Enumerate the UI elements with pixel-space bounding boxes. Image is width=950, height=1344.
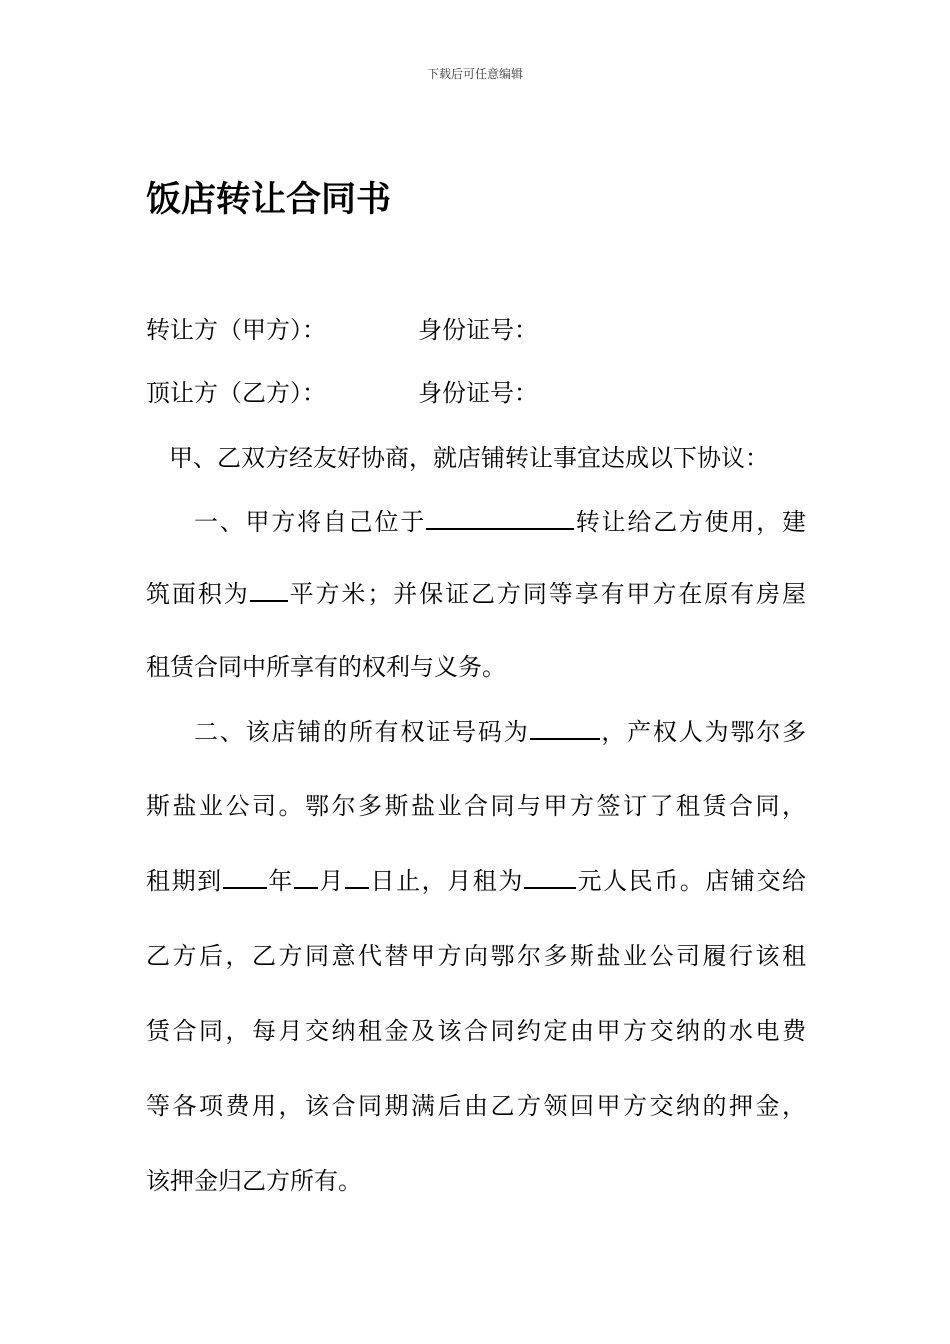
document-title: 饭店转让合同书 bbox=[146, 180, 392, 220]
clause2-line1 bbox=[194, 715, 806, 749]
clause2-line6: 等各项费用，该合同期满后由乙方领回甲方交纳的押金， bbox=[146, 1092, 806, 1120]
clause1-text-b: 转让给乙方使用，建 bbox=[574, 508, 806, 536]
transferee-label: 顶让方（乙方）： bbox=[146, 379, 326, 407]
clause1-line2 bbox=[146, 577, 806, 611]
clause2-text-d: 年 bbox=[266, 867, 294, 895]
clause2-line4: 乙方后，乙方同意代替甲方向鄂尔多斯盐业公司履行该租 bbox=[146, 942, 806, 970]
intro-paragraph: 甲、乙双方经友好协商，就店铺转让事宜达成以下协议： bbox=[169, 444, 769, 472]
clause2-line2: 斯盐业公司。鄂尔多斯盐业合同与甲方签订了租赁合同， bbox=[146, 792, 806, 820]
location-blank bbox=[426, 506, 574, 530]
clause2-text-f: 日止，月租为 bbox=[368, 867, 524, 895]
clause2-text-a: 二、该店铺的所有权证号码为 bbox=[194, 718, 530, 746]
clause1-text-d: 平方米；并保证乙方同等享有甲方在原有房屋 bbox=[287, 580, 807, 608]
clause2-line7: 该押金归乙方所有。 bbox=[146, 1167, 362, 1195]
year-blank bbox=[223, 865, 267, 889]
clause2-line3 bbox=[146, 864, 806, 898]
clause2-line5: 赁合同，每月交纳租金及该合同约定由甲方交纳的水电费 bbox=[146, 1017, 806, 1045]
clause1-text-a: 一、甲方将自己位于 bbox=[194, 508, 426, 536]
transferor-row bbox=[146, 313, 806, 347]
area-blank bbox=[250, 578, 288, 602]
clause1-line3: 租赁合同中所享有的权利与义务。 bbox=[146, 653, 506, 681]
transferee-id-label: 身份证号： bbox=[418, 379, 538, 407]
clause1-line1 bbox=[194, 505, 806, 539]
clause2-text-g: 元人民币。店铺交给 bbox=[575, 867, 807, 895]
day-blank bbox=[345, 865, 369, 889]
month-blank bbox=[294, 865, 318, 889]
certificate-number-blank bbox=[530, 716, 600, 740]
clause2-text-b: ，产权人为鄂尔多 bbox=[599, 718, 807, 746]
transferor-label: 转让方（甲方）： bbox=[146, 316, 326, 344]
page-header: 下载后可任意编辑 bbox=[426, 67, 523, 81]
clause2-text-c: 租期到 bbox=[146, 867, 223, 895]
transferor-id-label: 身份证号： bbox=[418, 316, 538, 344]
rent-blank bbox=[524, 865, 576, 889]
clause1-text-c: 筑面积为 bbox=[146, 580, 250, 608]
transferee-row bbox=[146, 376, 806, 410]
clause2-text-e: 月 bbox=[317, 867, 345, 895]
